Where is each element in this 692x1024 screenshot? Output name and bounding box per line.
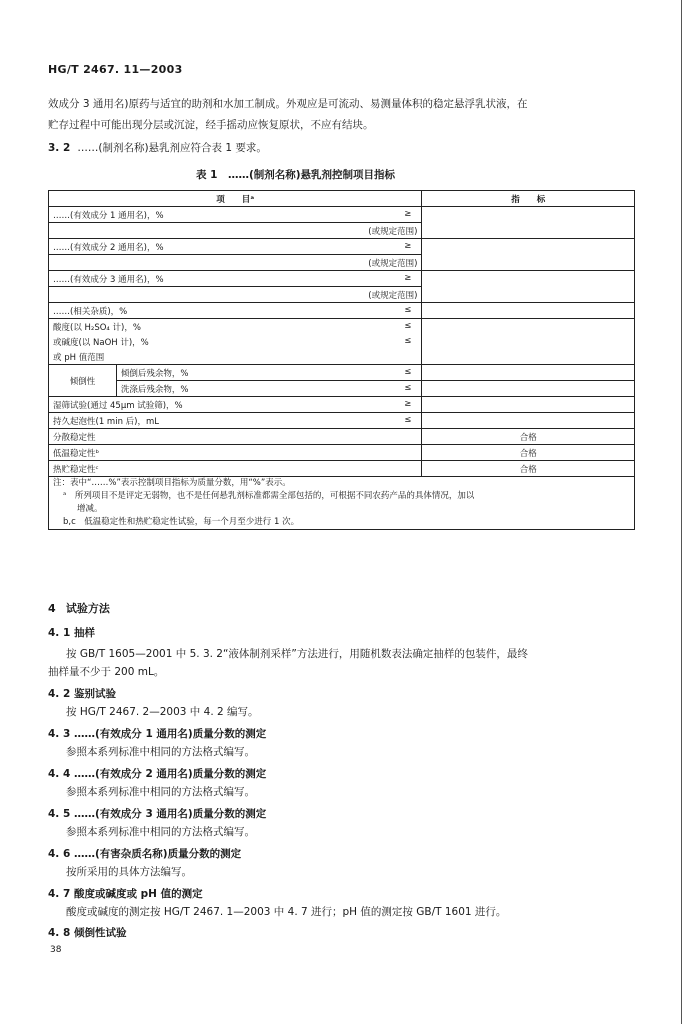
row-label-text: ……(有效成分 1 通用名)，% xyxy=(53,210,164,221)
clause-4-2-text: 按 HG/T 2467. 2—2003 中 4. 2 编写。 xyxy=(66,706,259,718)
clause-4-2-heading xyxy=(48,686,116,701)
row-label xyxy=(49,397,422,413)
clause-number: 4. 2 xyxy=(48,688,71,700)
row-label xyxy=(49,207,422,223)
row-label xyxy=(49,239,422,255)
row-label xyxy=(116,381,421,397)
clause-title: ……(有害杂质名称)质量分数的测定 xyxy=(74,848,242,860)
row-symbol: ≤ xyxy=(404,382,412,393)
row-range: (或规定范围) xyxy=(49,223,422,239)
clause-4-4-heading xyxy=(48,766,266,781)
row-label: 热贮稳定性ᶜ xyxy=(49,461,422,477)
row-label-text: 或碱度(以 NaOH 计)，% xyxy=(53,337,149,348)
row-value xyxy=(422,271,635,303)
clause-title: 倾倒性试验 xyxy=(74,927,127,939)
standard-code-header: HG/T 2467. 11—2003 xyxy=(48,63,183,76)
row-label: 或 pH 值范围 xyxy=(49,349,422,365)
row-symbol: ≥ xyxy=(404,398,412,409)
table-row xyxy=(49,365,635,381)
row-label-text: 洗涤后残余物，% xyxy=(120,384,189,395)
clause-title: ……(有效成分 2 通用名)质量分数的测定 xyxy=(74,768,267,780)
row-label xyxy=(49,413,422,429)
section-title: 试验方法 xyxy=(65,602,110,615)
clause-4-7-text: 酸度或碱度的测定按 HG/T 2467. 1—2003 中 4. 7 进行；pH 值的测定按 GB/T 1601 进行。 xyxy=(66,906,507,918)
clause-title: ……(有效成分 1 通用名)质量分数的测定 xyxy=(74,728,267,740)
note-general: 注：表中“……%”表示控制项目指标为质量分数，用“%”表示。 xyxy=(53,478,291,488)
row-value xyxy=(422,303,635,319)
clause-4-1-line-2: 抽样量不少于 200 mL。 xyxy=(48,666,165,678)
clause-4-4-text: 参照本系列标准中相同的方法格式编写。 xyxy=(66,786,255,798)
clause-number: 4. 6 xyxy=(48,848,71,860)
row-symbol: ≤ xyxy=(404,304,412,315)
table-notes-row xyxy=(49,477,635,530)
row-label xyxy=(49,271,422,287)
row-symbol: ≤ xyxy=(404,414,412,425)
row-label xyxy=(49,319,422,335)
clause-4-5-heading xyxy=(48,806,266,821)
clause-title: 酸度或碱度或 pH 值的测定 xyxy=(74,888,203,900)
table-row xyxy=(49,381,635,397)
table-header-row xyxy=(49,191,635,207)
row-value xyxy=(422,365,635,381)
row-label-text: ……(有效成分 3 通用名)，% xyxy=(53,274,164,285)
row-value xyxy=(422,207,635,239)
row-label-text: ……(有效成分 2 通用名)，% xyxy=(53,242,164,253)
clause-4-7-heading xyxy=(48,886,203,901)
section-4-heading xyxy=(48,600,110,616)
clause-4-1-line-1: 按 GB/T 1605—2001 中 5. 3. 2“液体制剂采样”方法进行，用随机数表法确定抽样的包装件，最终 xyxy=(66,648,528,660)
row-range: (或规定范围) xyxy=(49,287,422,303)
page-edge-line xyxy=(681,0,682,1024)
table-title: 表 1 ……(制剂名称)悬乳剂控制项目指标 xyxy=(196,169,396,181)
table-row xyxy=(49,429,635,445)
table-row xyxy=(49,207,635,223)
clause-number: 3. 2 xyxy=(48,142,71,154)
spec-table xyxy=(48,190,635,530)
clause-number: 4. 3 xyxy=(48,728,71,740)
clause-number: 4. 7 xyxy=(48,888,71,900)
table-row xyxy=(49,239,635,255)
row-label-text: ……(相关杂质)，% xyxy=(53,306,128,317)
row-value xyxy=(422,381,635,397)
row-value xyxy=(422,239,635,271)
row-symbol: ≤ xyxy=(404,320,412,331)
row-value xyxy=(422,413,635,429)
row-value: 合格 xyxy=(422,461,635,477)
table-row xyxy=(49,461,635,477)
row-label: 低温稳定性ᵇ xyxy=(49,445,422,461)
clause-title: 鉴别试验 xyxy=(74,688,116,700)
clause-title: ……(有效成分 3 通用名)质量分数的测定 xyxy=(74,808,267,820)
row-label-text: 倾倒后残余物，% xyxy=(120,368,189,379)
clause-number: 4. 8 xyxy=(48,927,71,939)
clause-title: 抽样 xyxy=(74,627,95,639)
row-value xyxy=(422,397,635,413)
header-value: 指 标 xyxy=(422,191,635,207)
intro-line-1: 效成分 3 通用名)原药与适宜的助剂和水加工制成。外观应是可流动、易测量体积的稳定悬浮乳状液，在 xyxy=(48,98,528,110)
row-label-text: 湿筛试验(通过 45μm 试验筛)，% xyxy=(53,400,183,411)
clause-4-6-heading xyxy=(48,846,241,861)
note-a: ᵃ 所列项目不是评定无弱物，也不是任何悬乳剂标准都需全部包括的，可根据不同农药产品的具体情况，加以 xyxy=(63,491,475,501)
section-number: 4 xyxy=(48,602,56,615)
table-row xyxy=(49,319,635,335)
row-label xyxy=(116,365,421,381)
row-value: 合格 xyxy=(422,445,635,461)
table-row xyxy=(49,413,635,429)
table-row xyxy=(49,397,635,413)
row-label-text: 酸度(以 H₂SO₄ 计)，% xyxy=(53,322,141,333)
header-item: 项 目ᵃ xyxy=(49,191,422,207)
table-row xyxy=(49,271,635,287)
row-label: 分散稳定性 xyxy=(49,429,422,445)
intro-line-2: 贮存过程中可能出现分层或沉淀，经手摇动应恢复原状，不应有结块。 xyxy=(48,119,374,131)
clause-4-5-text: 参照本系列标准中相同的方法格式编写。 xyxy=(66,826,255,838)
row-symbol: ≥ xyxy=(404,208,412,219)
row-value: 合格 xyxy=(422,429,635,445)
page-number: 38 xyxy=(50,945,62,955)
pour-group-label: 倾倒性 xyxy=(49,365,117,397)
row-label xyxy=(49,334,422,349)
clause-number: 4. 5 xyxy=(48,808,71,820)
note-a-cont: 增减。 xyxy=(77,504,103,514)
row-range: (或规定范围) xyxy=(49,255,422,271)
table-notes xyxy=(49,477,635,530)
clause-4-6-text: 按所采用的具体方法编写。 xyxy=(66,866,192,878)
note-bc: b,c 低温稳定性和热贮稳定性试验，每一个月至少进行 1 次。 xyxy=(63,517,300,527)
clause-text: ……(制剂名称)悬乳剂应符合表 1 要求。 xyxy=(77,142,267,154)
table-row xyxy=(49,445,635,461)
clause-number: 4. 4 xyxy=(48,768,71,780)
row-label xyxy=(49,303,422,319)
row-symbol: ≥ xyxy=(404,272,412,283)
table-row xyxy=(49,303,635,319)
clause-4-3-text: 参照本系列标准中相同的方法格式编写。 xyxy=(66,746,255,758)
row-symbol: ≥ xyxy=(404,240,412,251)
row-label-text: 持久起泡性(1 min 后)，mL xyxy=(53,416,159,427)
clause-4-3-heading xyxy=(48,726,266,741)
row-symbol: ≤ xyxy=(404,366,412,377)
row-symbol: ≤ xyxy=(404,335,412,346)
clause-3-2 xyxy=(48,140,267,155)
clause-4-1-heading xyxy=(48,625,95,640)
row-value xyxy=(422,319,635,365)
clause-number: 4. 1 xyxy=(48,627,71,639)
clause-4-8-heading xyxy=(48,925,127,940)
